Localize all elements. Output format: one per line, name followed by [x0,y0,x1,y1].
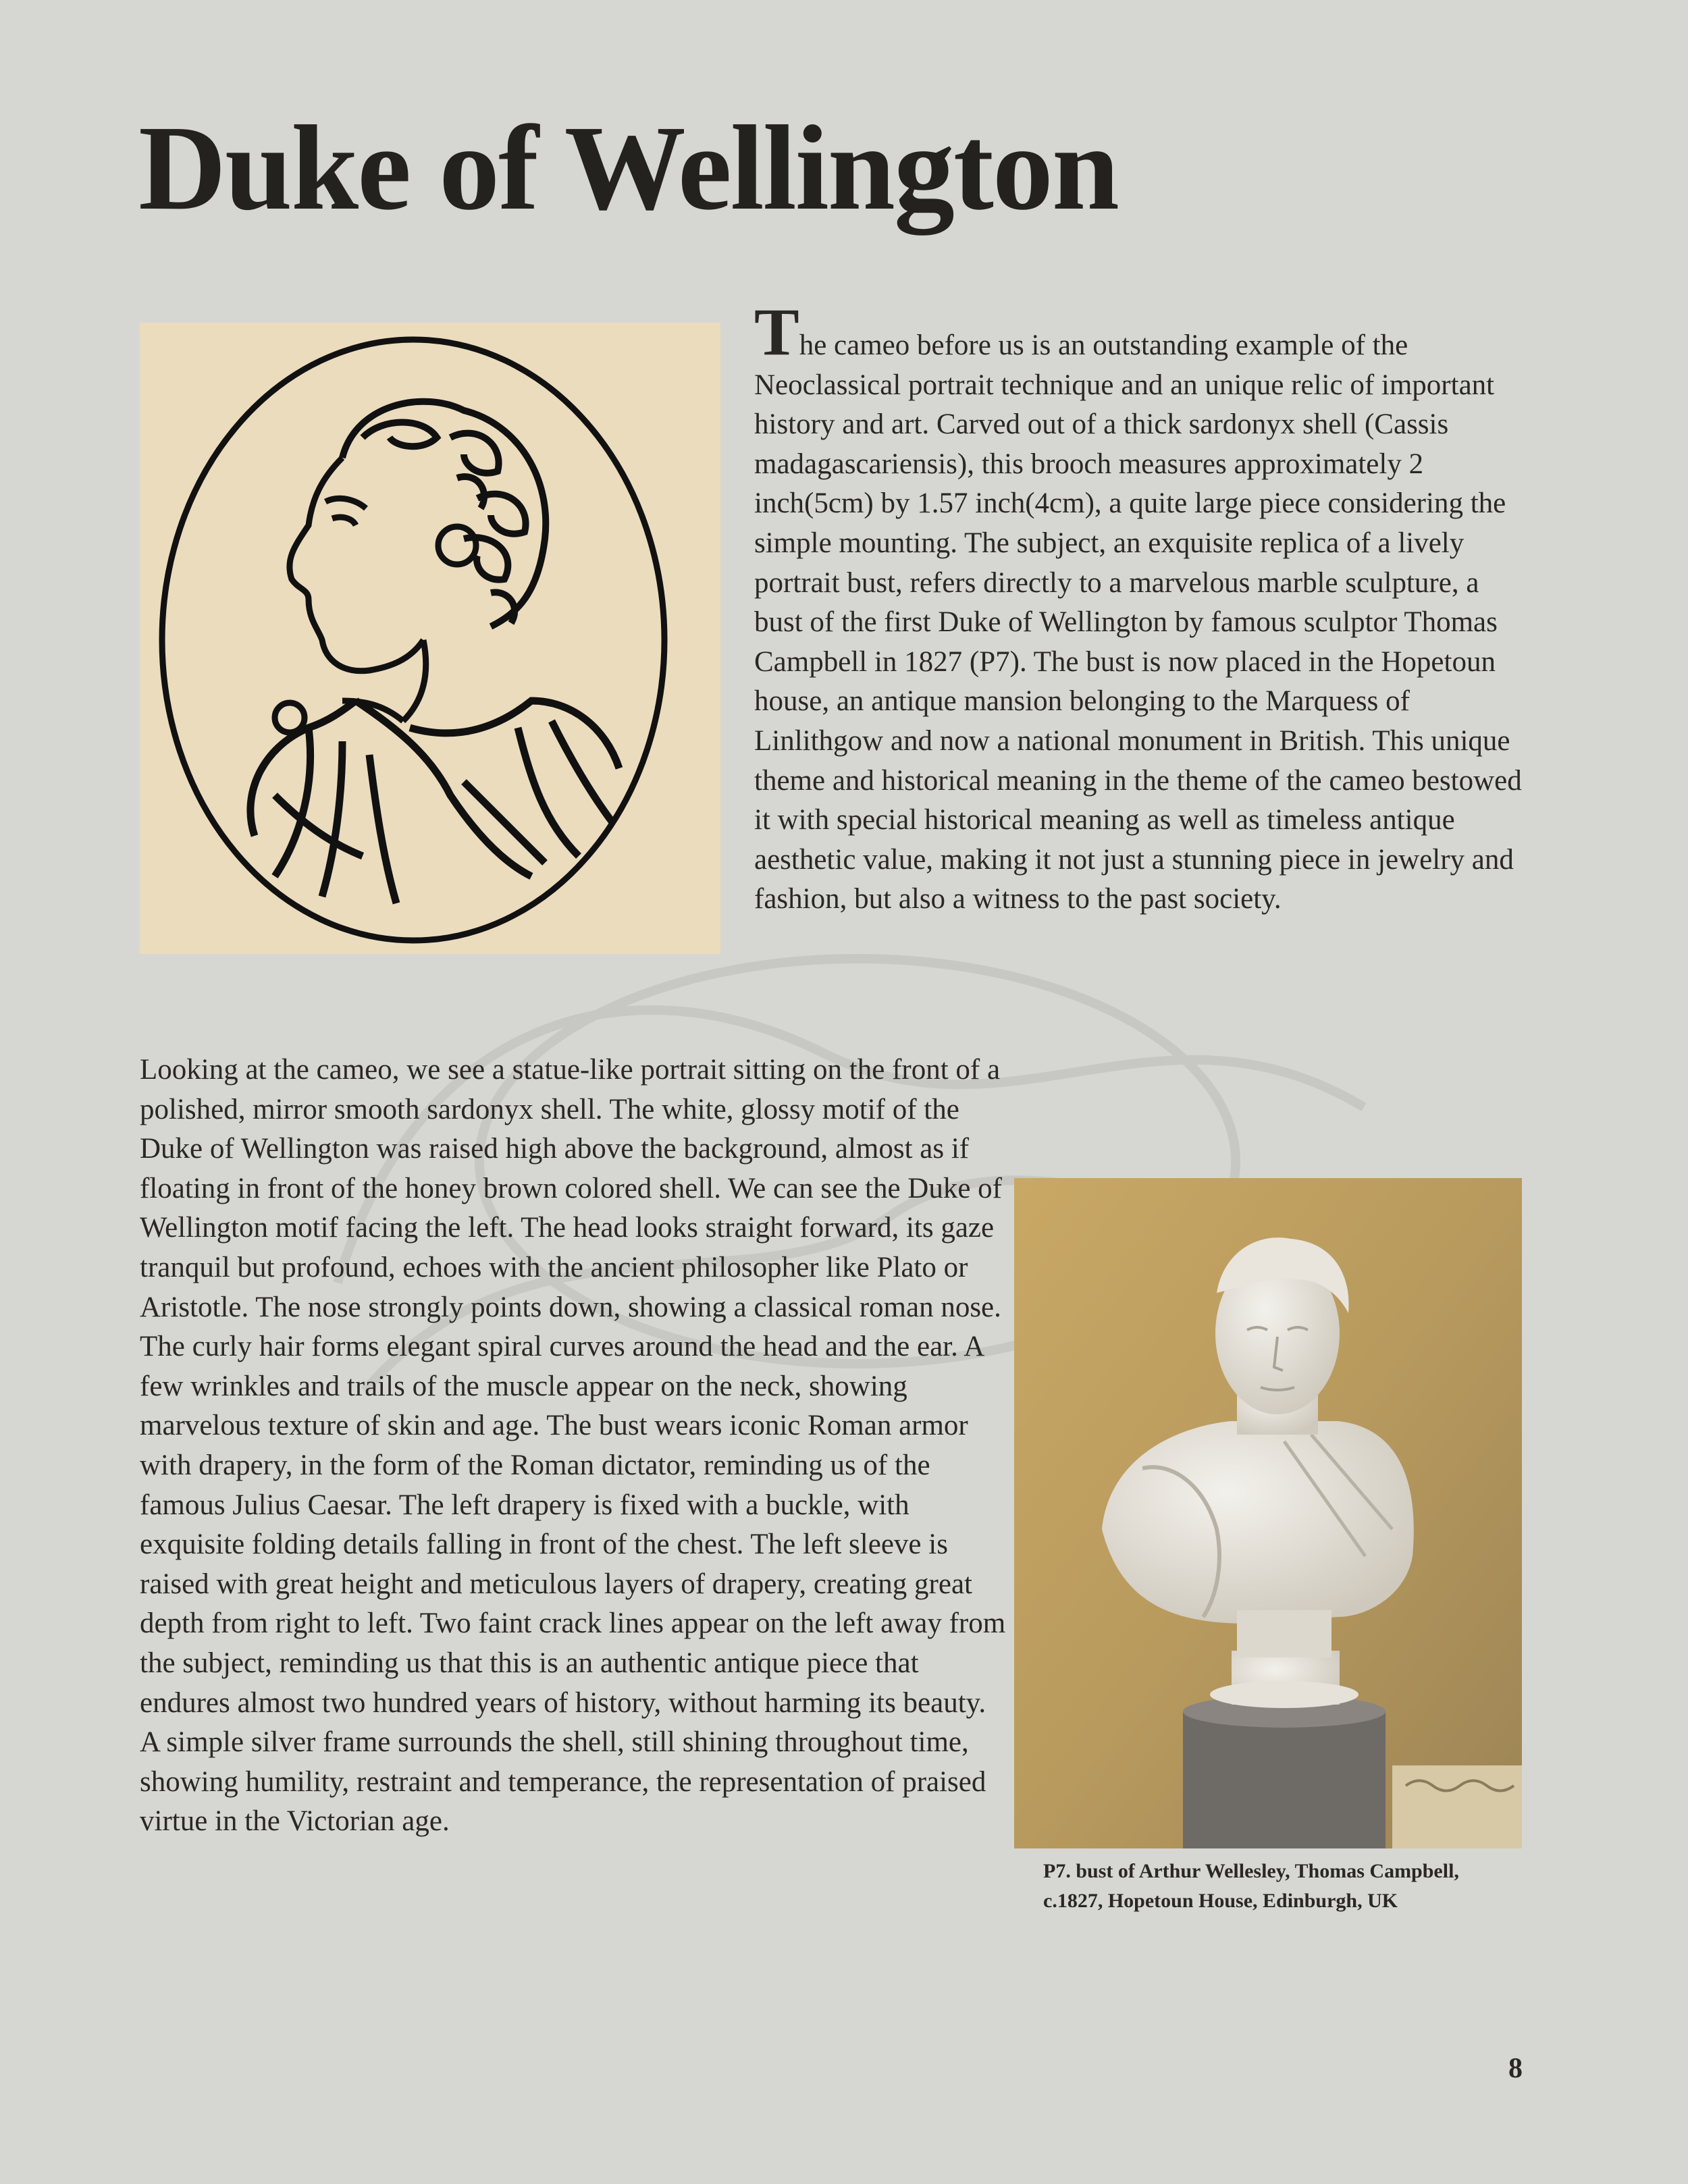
page-title: Duke of Wellington [138,101,1118,235]
cameo-drawing-image [140,323,720,954]
marble-bust-photo [1014,1178,1522,1848]
intro-text: he cameo before us is an outstanding example of the Neoclassical portrait technique and an unique relic of important history and art. Carved out of a thick sardonyx shell (Cassis madagascariensis), this brooch measures approximately 2 inch(5cm) by 1.57 inch(4cm), a quite large piece considering the simple mounting. The subject, an exquisite replica of a lively portrait bust, refers directly to a marvelous marble sculpture, a bust of the first Duke of Wellington by famous sculptor Thomas Campbell in 1827 (P7). The bust is now placed in the Hopetoun house, an antique mansion belonging to the Marquess of Linlithgow and now a national monument in British. This unique theme and historical meaning in the theme of the cameo bestowed it with special historical meaning as well as timeless antique aesthetic value, making it not just a stunning piece in jewelry and fashion, but also a witness to the past society. [754,329,1522,915]
photo-caption [1043,1857,1529,1916]
page-number: 8 [1508,2053,1523,2084]
caption-line-2: c.1827, Hopetoun House, Edinburgh, UK [1043,1890,1398,1912]
caption-line-1: P7. bust of Arthur Wellesley, Thomas Campbell, [1043,1860,1459,1882]
intro-paragraph [754,294,1531,920]
body-text: Looking at the cameo, we see a statue-like portrait sitting on the front of a polished, mirror smooth sardonyx shell. The white, glossy motif of the Duke of Wellington was raised high above the background, almost as if floating in front of the honey brown colored shell. We can see the Duke of Wellington motif facing the left. The head looks straight forward, its gaze tranquil but profound, echoes with the ancient philosopher like Plato or Aristotle. The nose strongly points down, showing a classical roman nose. The curly hair forms elegant spiral curves around the head and the ear. A few wrinkles and trails of the muscle appear on the neck, showing marvelous texture of skin and age. The bust wears iconic Roman armor with drapery, in the form of the Roman dictator, reminding us of the famous Julius Caesar. The left drapery is fixed with a buckle, with exquisite folding details falling in front of the chest. The left sleeve is raised with great height and meticulous layers of drapery, creating great depth from right to left. Two faint crack lines appear on the left away from the subject, reminding us that this is an authentic antique piece that endures almost two hundred years of history, without harming its beauty. A simple silver frame surrounds the shell, still shining throughout time, showing humility, restraint and temperance, the representation of praised virtue in the Victorian age. [140,1054,1006,1838]
drop-cap: T [754,294,799,369]
